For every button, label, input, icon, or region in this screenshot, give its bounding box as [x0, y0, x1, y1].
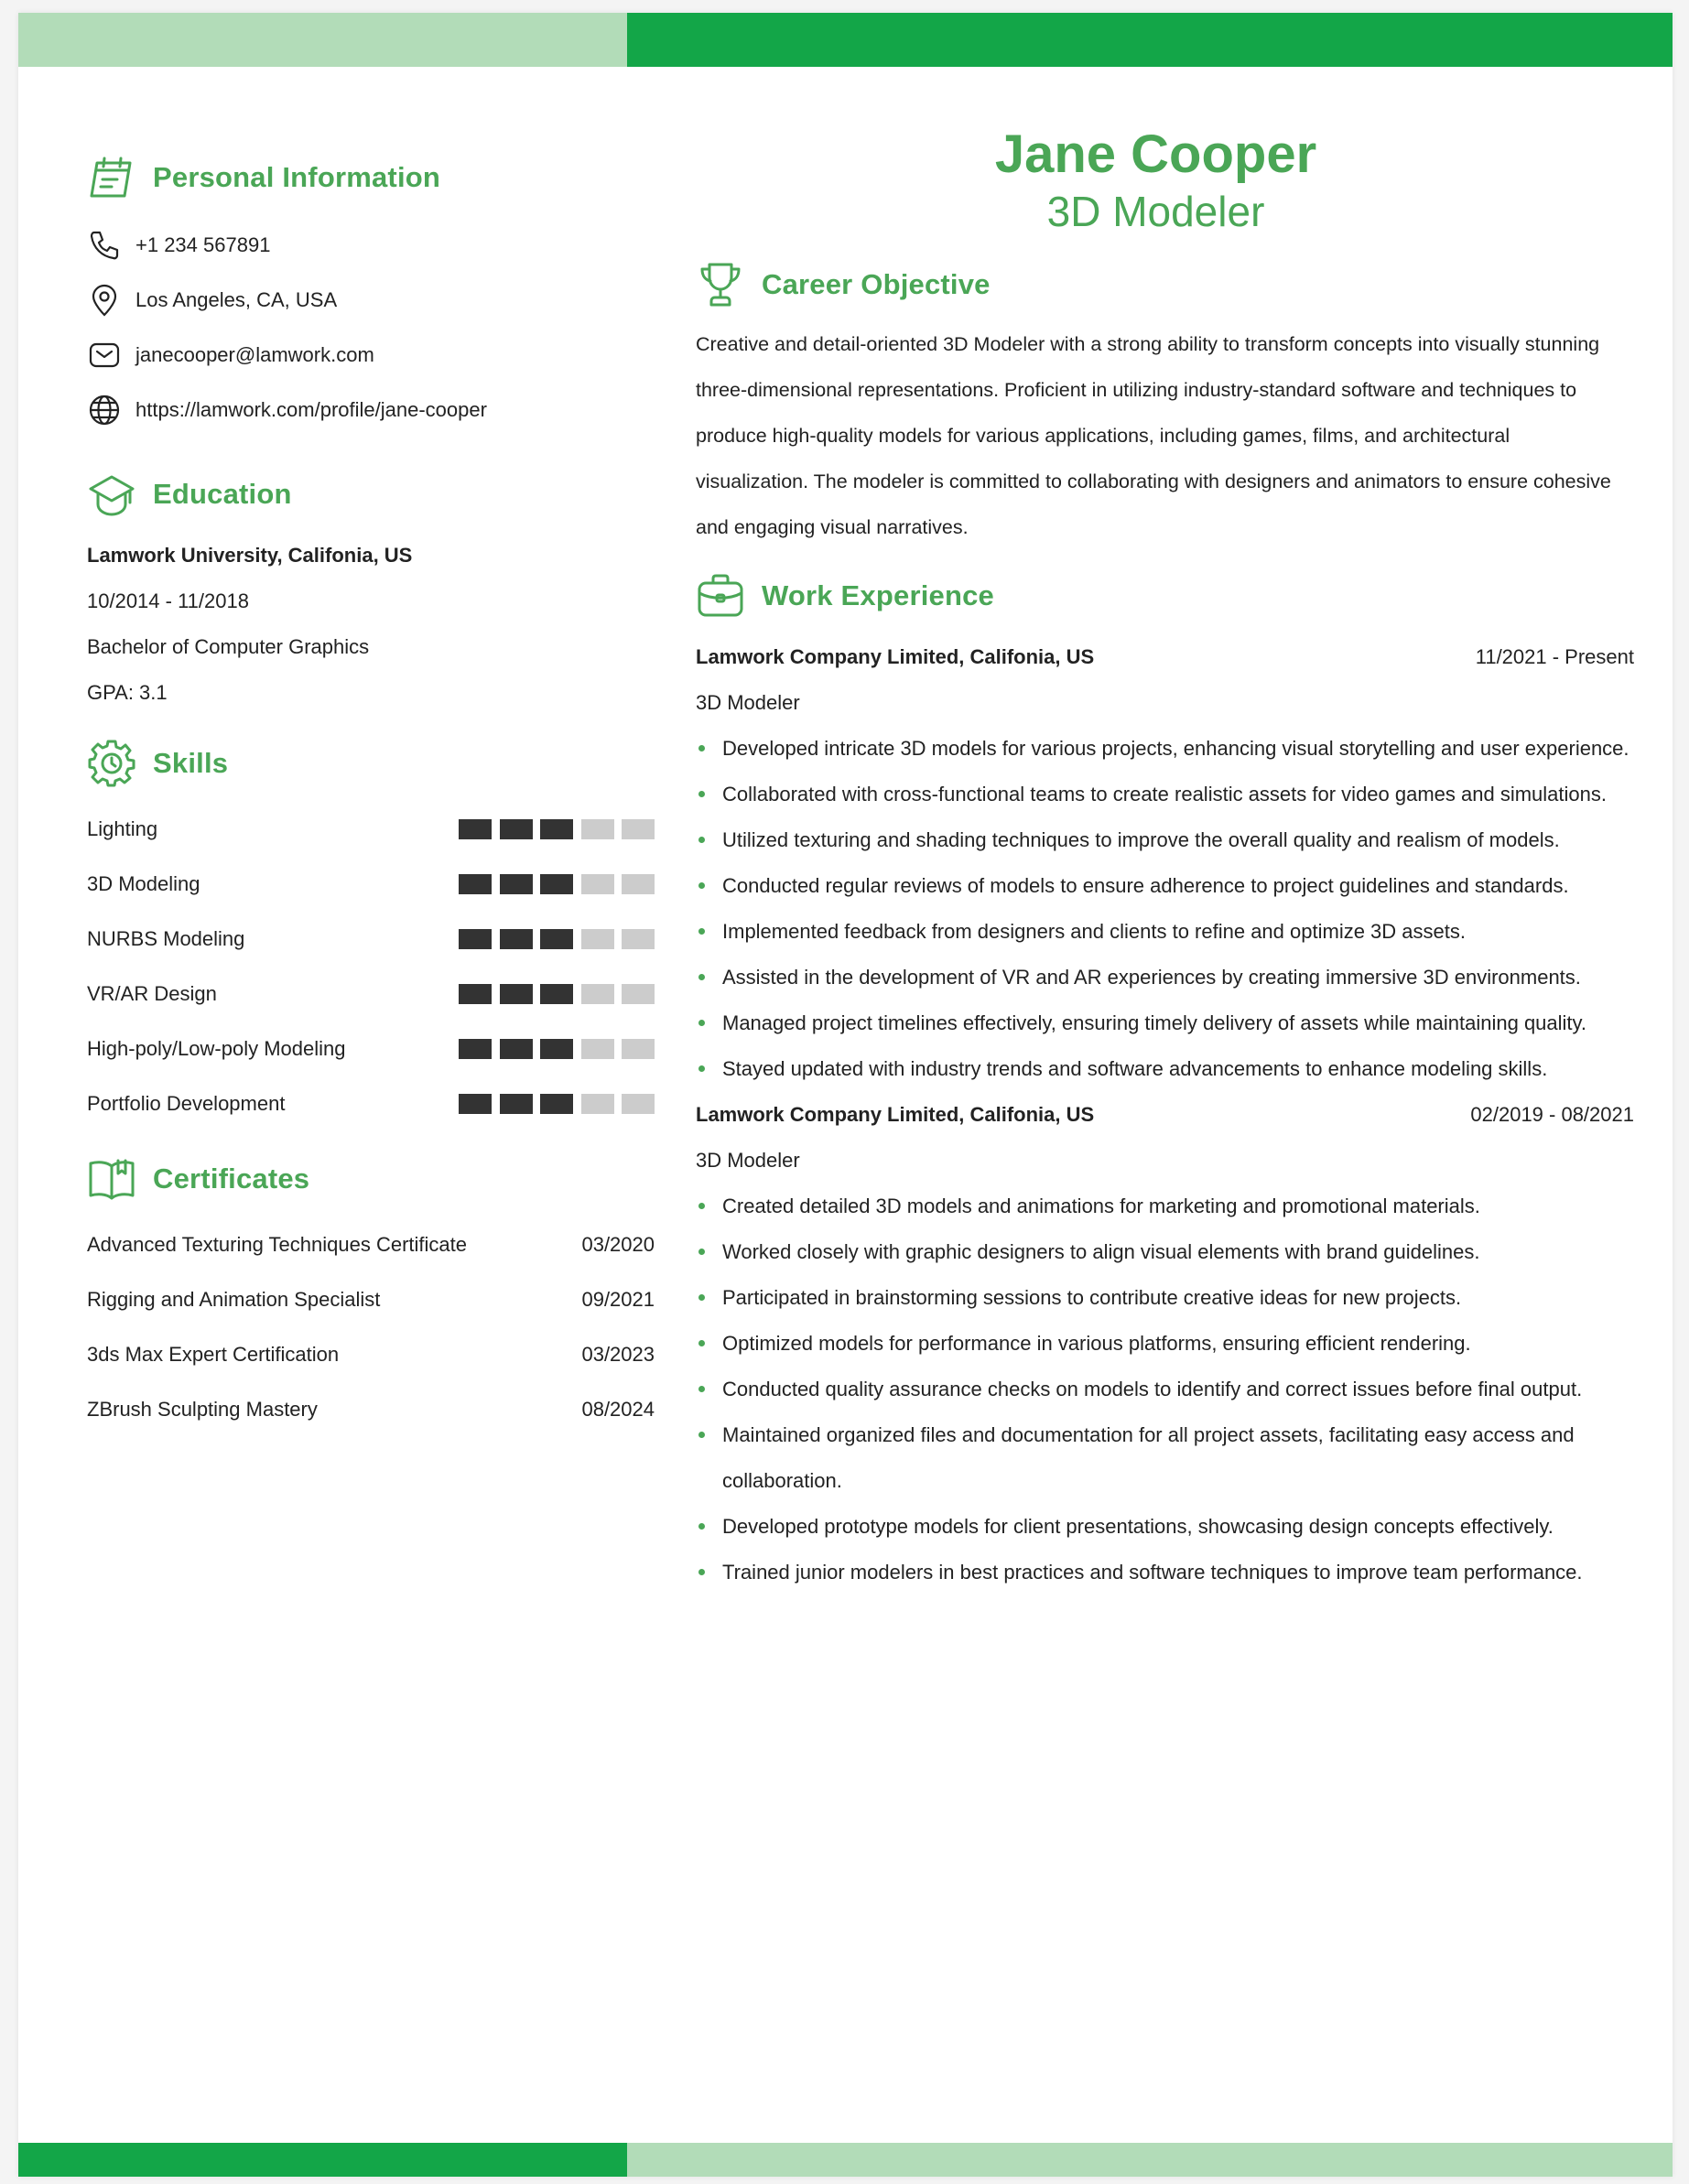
skill-name: Lighting [87, 817, 158, 840]
candidate-name: Jane Cooper [994, 124, 1317, 184]
skills-heading [87, 736, 655, 791]
globe-icon [87, 393, 122, 427]
skill-level-block [459, 984, 492, 1004]
certificates-list [87, 1217, 655, 1437]
job-bullet: Worked closely with graphic designers to align visual elements with brand guidelines. [696, 1229, 1634, 1275]
skill-level-block [581, 984, 614, 1004]
skill-row [87, 1076, 655, 1131]
skill-name: High-poly/Low-poly Modeling [87, 1037, 346, 1060]
job-company: Lamwork Company Limited, Califonia, US [696, 1103, 1095, 1126]
location-row [87, 273, 655, 328]
certificate-name: Advanced Texturing Techniques Certificate [87, 1233, 467, 1256]
mail-icon [87, 338, 122, 373]
section-title: Work Experience [762, 579, 994, 611]
phone-row [87, 218, 655, 273]
certificate-name: Rigging and Animation Specialist [87, 1288, 381, 1311]
skill-level-block [540, 1039, 573, 1059]
job-bullet: Created detailed 3D models and animations for marketing and promotional materials. [696, 1184, 1634, 1229]
certificate-date: 03/2020 [581, 1233, 655, 1256]
job-bullet: Stayed updated with industry trends and software advancements to enhance modeling skills. [696, 1046, 1634, 1092]
email-row [87, 328, 655, 383]
skill-level-meter [459, 1094, 655, 1114]
job-bullet: Optimized models for performance in various platforms, ensuring efficient rendering. [696, 1321, 1634, 1367]
skill-level-block [581, 929, 614, 949]
skill-level-meter [459, 819, 655, 839]
top-bar-dark [627, 13, 1673, 67]
objective-heading [696, 257, 1634, 312]
skill-level-block [622, 1094, 655, 1114]
left-column [87, 150, 655, 1437]
skill-row [87, 1022, 655, 1076]
job-bullet: Trained junior modelers in best practices and software techniques to improve team performance. [696, 1550, 1634, 1595]
right-column [696, 123, 1634, 1595]
skill-level-block [500, 929, 533, 949]
skill-name: VR/AR Design [87, 982, 217, 1005]
skill-row [87, 857, 655, 912]
skill-level-block [500, 1039, 533, 1059]
jobs-list [696, 634, 1634, 1595]
skill-level-block [581, 819, 614, 839]
skill-level-block [622, 874, 655, 894]
job-bullet: Collaborated with cross-functional teams to create realistic assets for video games and simulations. [696, 772, 1634, 817]
trophy-icon [696, 260, 745, 309]
job-bullet: Conducted quality assurance checks on models to identify and correct issues before final output. [696, 1367, 1634, 1412]
job-bullet: Developed intricate 3D models for various projects, enhancing visual storytelling and user experience. [696, 726, 1634, 772]
job-bullets [696, 1184, 1634, 1595]
job-entry [696, 634, 1634, 1092]
candidate-role: 3D Modeler [1046, 188, 1265, 235]
skill-level-meter [459, 1039, 655, 1059]
skill-level-block [500, 984, 533, 1004]
skill-level-block [459, 929, 492, 949]
phone-icon [87, 228, 122, 263]
degree: Bachelor of Computer Graphics [87, 635, 370, 658]
skill-row [87, 912, 655, 967]
skill-level-block [540, 819, 573, 839]
skill-name: NURBS Modeling [87, 927, 245, 950]
skill-level-meter [459, 984, 655, 1004]
section-title: Skills [153, 747, 229, 779]
certificate-name: 3ds Max Expert Certification [87, 1343, 340, 1366]
website-row [87, 383, 655, 438]
skill-level-block [622, 984, 655, 1004]
job-company: Lamwork Company Limited, Califonia, US [696, 645, 1095, 668]
bottom-bar-dark [18, 2143, 627, 2177]
email-link[interactable]: janecooper@lamwork.com [135, 343, 374, 366]
skill-name: 3D Modeling [87, 872, 200, 895]
skill-level-block [540, 1094, 573, 1114]
job-entry [696, 1092, 1634, 1595]
skill-name: Portfolio Development [87, 1092, 286, 1115]
book-icon [87, 1154, 136, 1204]
section-title: Education [153, 478, 292, 510]
job-header [696, 634, 1634, 680]
skill-level-block [622, 819, 655, 839]
certificate-date: 09/2021 [581, 1288, 655, 1311]
job-role: 3D Modeler [696, 691, 800, 714]
experience-heading [696, 568, 1634, 623]
skill-level-block [459, 819, 492, 839]
skill-level-block [459, 874, 492, 894]
education-heading [87, 467, 655, 522]
skill-level-block [622, 1039, 655, 1059]
job-bullet: Maintained organized files and documentation for all project assets, facilitating easy access and collaboration. [696, 1412, 1634, 1504]
skill-level-block [540, 874, 573, 894]
school-name: Lamwork University, Califonia, US [87, 544, 413, 567]
certificate-date: 03/2023 [581, 1343, 655, 1366]
section-title: Certificates [153, 1162, 310, 1195]
map-pin-icon [87, 283, 122, 318]
certificate-row [87, 1382, 655, 1437]
top-bar-light [18, 13, 627, 67]
job-bullet: Implemented feedback from designers and clients to refine and optimize 3D assets. [696, 909, 1634, 955]
job-dates: 11/2021 - Present [1475, 645, 1634, 668]
gear-icon [87, 739, 136, 788]
certificate-date: 08/2024 [581, 1398, 655, 1421]
skills-list [87, 802, 655, 1131]
skill-level-meter [459, 874, 655, 894]
skill-level-block [459, 1039, 492, 1059]
certificate-row [87, 1327, 655, 1382]
skill-level-block [500, 1094, 533, 1114]
gpa: GPA: 3.1 [87, 681, 168, 704]
skill-level-block [622, 929, 655, 949]
job-bullets [696, 726, 1634, 1092]
job-bullet: Participated in brainstorming sessions to contribute creative ideas for new projects. [696, 1275, 1634, 1321]
website-link[interactable]: https://lamwork.com/profile/jane-cooper [135, 398, 487, 421]
section-title: Career Objective [762, 268, 991, 300]
job-bullet: Managed project timelines effectively, ensuring timely delivery of assets while maintaining quality. [696, 1000, 1634, 1046]
certificate-row [87, 1272, 655, 1327]
location-text: Los Angeles, CA, USA [135, 288, 338, 311]
briefcase-icon [696, 571, 745, 621]
job-bullet: Developed prototype models for client presentations, showcasing design concepts effectively. [696, 1504, 1634, 1550]
job-bullet: Utilized texturing and shading techniques to improve the overall quality and realism of models. [696, 817, 1634, 863]
job-header [696, 1092, 1634, 1138]
personal-info-heading [87, 150, 655, 205]
certificate-name: ZBrush Sculpting Mastery [87, 1398, 318, 1421]
skill-row [87, 802, 655, 857]
skill-level-block [581, 874, 614, 894]
graduation-cap-icon [87, 470, 136, 519]
education-dates: 10/2014 - 11/2018 [87, 589, 249, 612]
job-bullet: Assisted in the development of VR and AR experiences by creating immersive 3D environments. [696, 955, 1634, 1000]
certificates-heading [87, 1151, 655, 1206]
skill-level-block [581, 1039, 614, 1059]
skill-level-block [540, 929, 573, 949]
job-dates: 02/2019 - 08/2021 [1470, 1103, 1634, 1126]
skill-level-block [540, 984, 573, 1004]
bottom-bar-light [627, 2143, 1673, 2177]
job-role: 3D Modeler [696, 1149, 800, 1172]
skill-level-block [500, 874, 533, 894]
skill-level-block [581, 1094, 614, 1114]
section-title: Personal Information [153, 161, 441, 193]
skill-level-block [500, 819, 533, 839]
resume-page [18, 13, 1673, 2177]
skill-level-meter [459, 929, 655, 949]
calendar-icon [87, 153, 136, 202]
objective-text: Creative and detail-oriented 3D Modeler with a strong ability to transform concepts into visually stunning three-dimensional representations. Proficient in utilizing industry-standard software and techniques to produce high-quality models for various applications, including games, films, and architectural visualization. The modeler is committed to collaborating with designers and animators to ensure cohesive and engaging visual narratives. [696, 333, 1611, 538]
skill-level-block [459, 1094, 492, 1114]
certificate-row [87, 1217, 655, 1272]
skill-row [87, 967, 655, 1022]
phone-text: +1 234 567891 [135, 233, 271, 256]
job-bullet: Conducted regular reviews of models to ensure adherence to project guidelines and standards. [696, 863, 1634, 909]
